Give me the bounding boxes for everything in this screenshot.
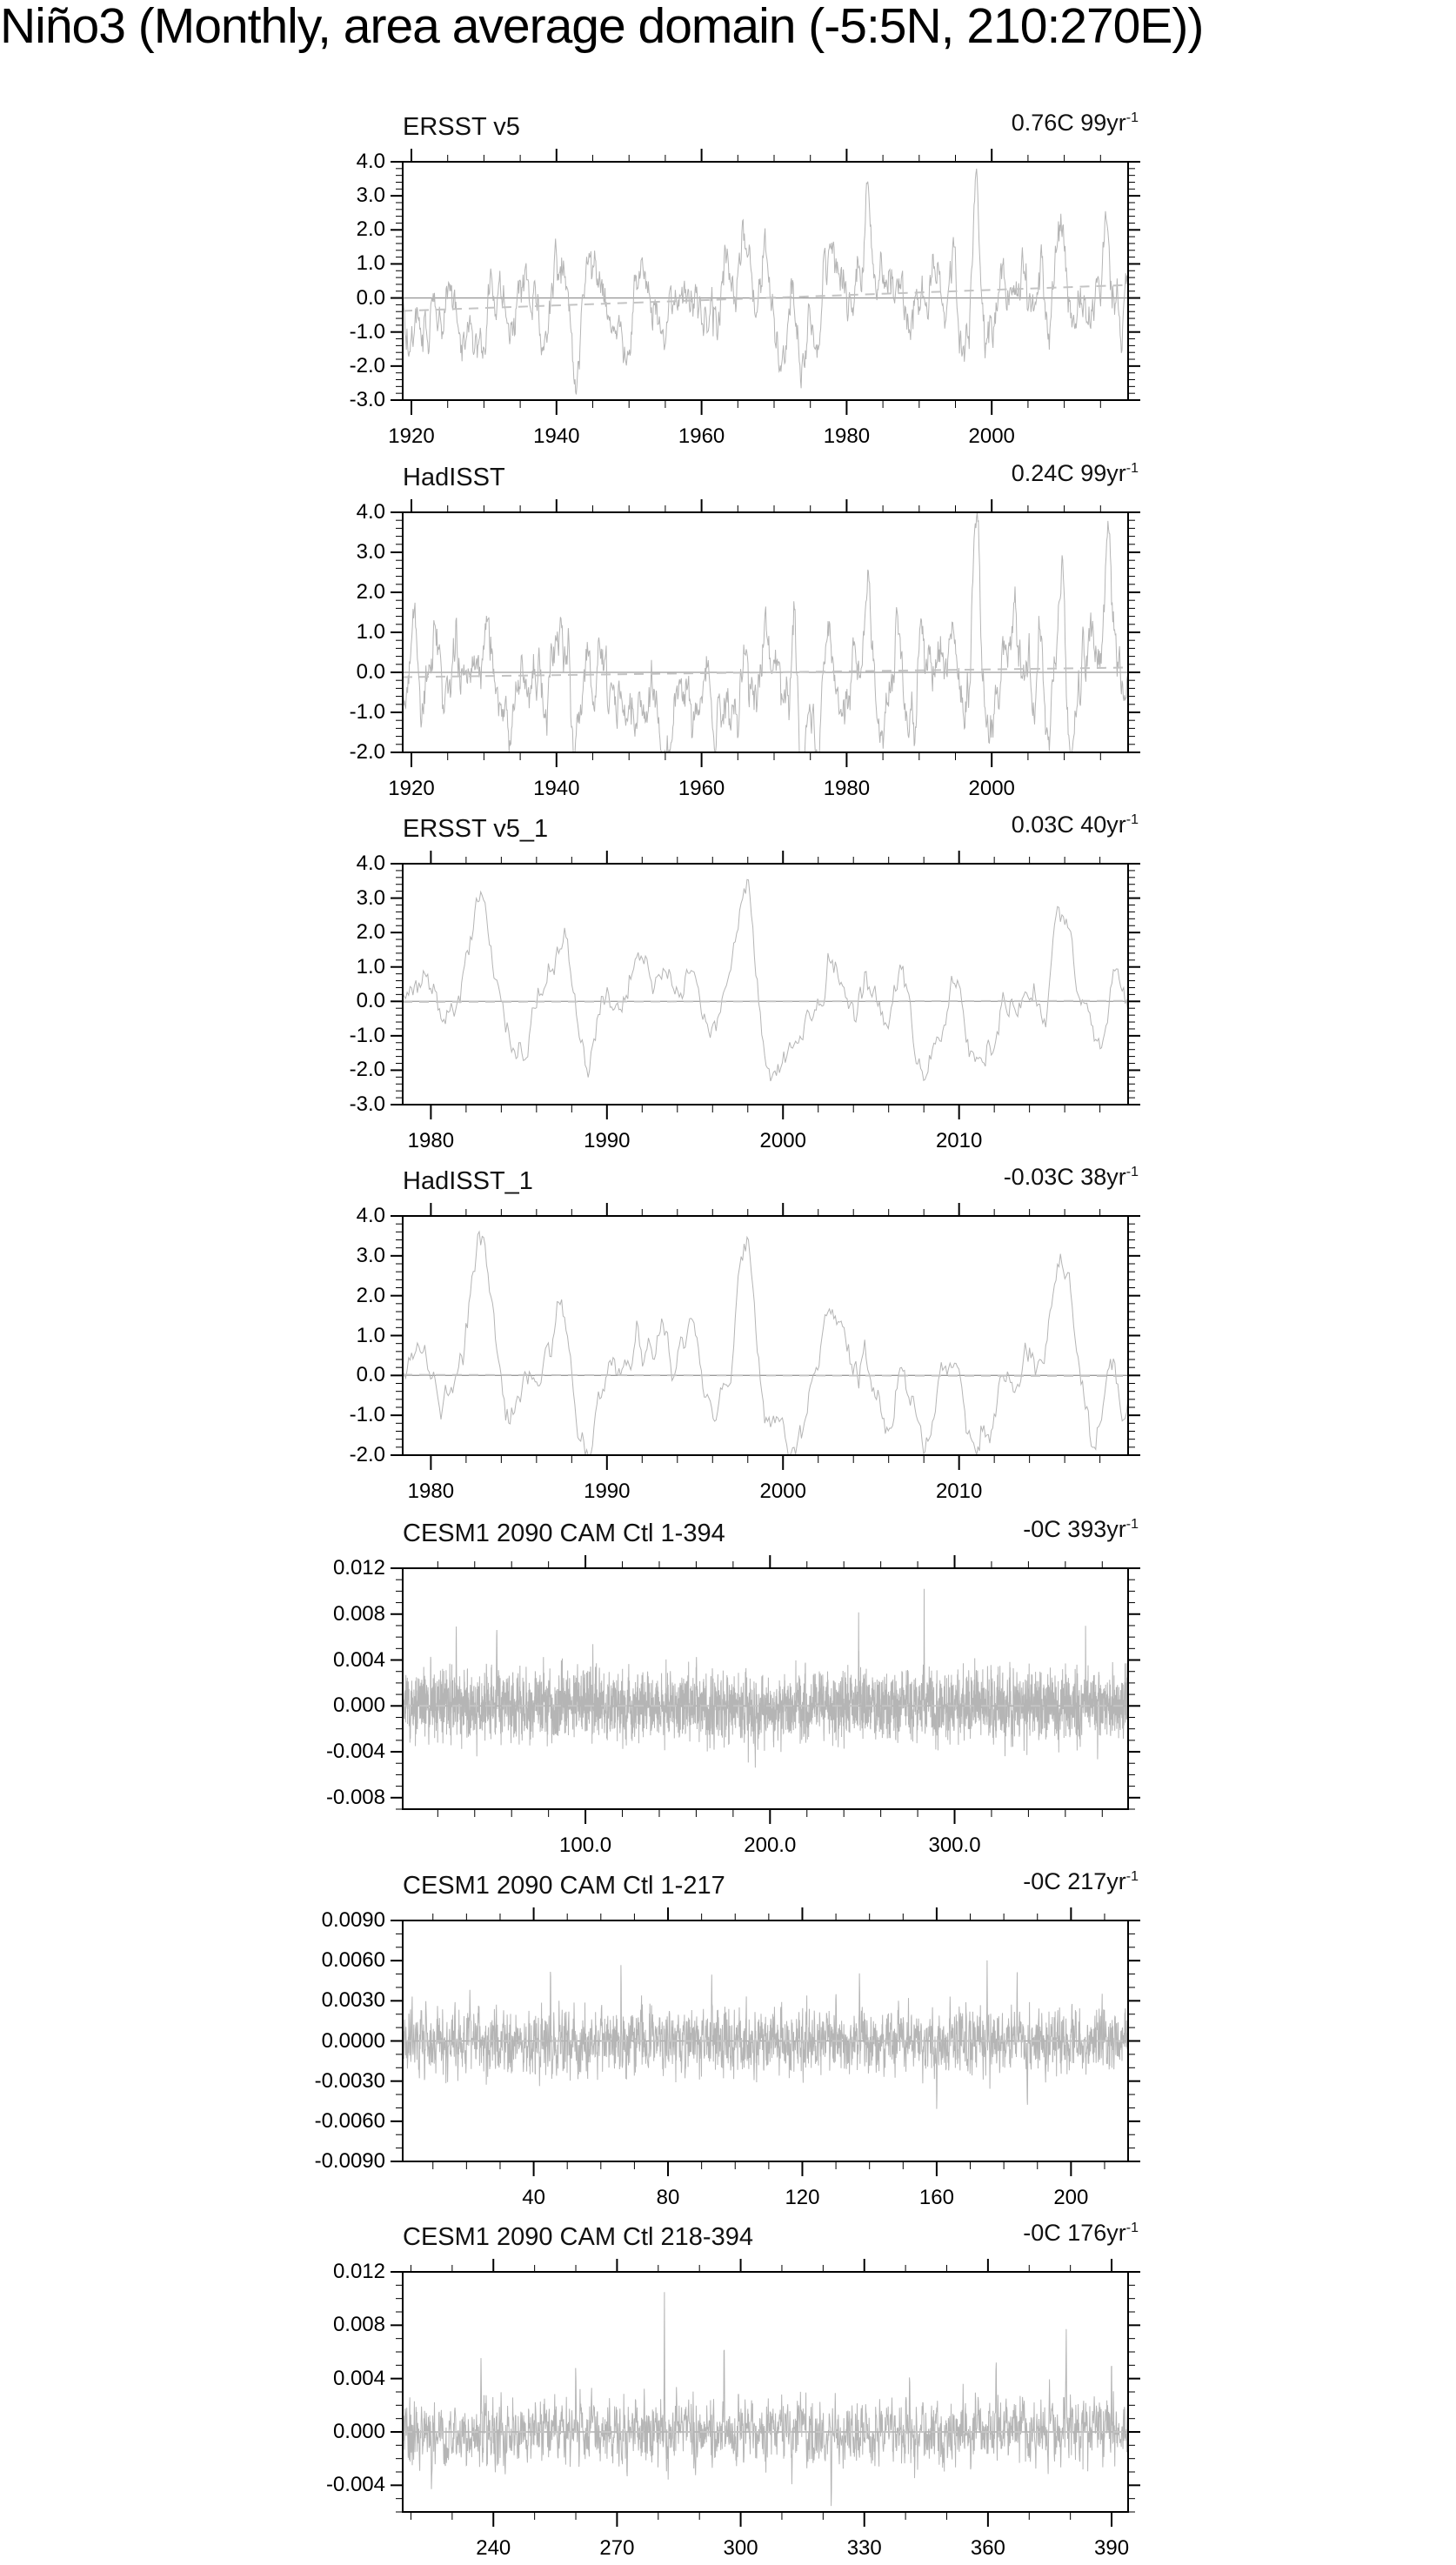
x-tick-label: 200: [1053, 2186, 1089, 2209]
y-tick-label: 0.008: [332, 2313, 385, 2337]
x-tick-label: 390: [1094, 2536, 1130, 2560]
x-tick-label: 80: [656, 2186, 680, 2209]
y-tick-label: 4.0: [356, 852, 385, 875]
y-tick-label: 1.0: [356, 620, 385, 644]
series-line: [403, 2292, 1128, 2506]
trend-rate-exponent: -1: [1125, 1517, 1139, 1532]
y-tick-label: 3.0: [356, 540, 385, 564]
panel-title-cesm1-2090-cam-ctl-1-394: CESM1 2090 CAM Ctl 1-394: [403, 1520, 725, 1547]
x-tick-label: 40: [522, 2186, 545, 2209]
panel-title-cesm1-2090-cam-ctl-218-394: CESM1 2090 CAM Ctl 218-394: [403, 2223, 753, 2251]
y-tick-label: -0.0090: [314, 2149, 385, 2173]
trend-rate-text: -0.03C 38yr: [1003, 1164, 1126, 1190]
y-tick-label: 0.000: [332, 2420, 385, 2443]
y-tick-label: -0.008: [325, 1785, 385, 1809]
y-tick-label: -1.0: [349, 700, 385, 724]
plot-svg-cesm1-2090-cam-ctl-1-394: [368, 1546, 1163, 1835]
y-tick-label: 1.0: [356, 251, 385, 276]
trend-rate-exponent: -1: [1125, 461, 1139, 476]
trend-rate-exponent: -1: [1125, 1165, 1139, 1179]
panel-title-ersst-v5-1: ERSST v5_1: [403, 815, 549, 843]
y-tick-label: -1.0: [349, 319, 385, 344]
panel-title-cesm1-2090-cam-ctl-1-217: CESM1 2090 CAM Ctl 1-217: [403, 1872, 725, 1900]
x-tick-label: 240: [476, 2536, 511, 2560]
axis-ticks: [391, 499, 1140, 767]
trend-rate-label-hadisst: [403, 460, 1139, 486]
series-line: [403, 169, 1128, 395]
plot-svg-cesm1-2090-cam-ctl-1-217: [368, 1898, 1163, 2188]
y-tick-label: 0.004: [332, 1647, 385, 1672]
y-tick-label: 0.004: [332, 2366, 385, 2390]
trend-rate-text: 0.24C 99yr: [1011, 460, 1126, 486]
y-tick-label: 2.0: [356, 1283, 385, 1307]
x-tick-label: 100.0: [559, 1834, 612, 1857]
x-tick-label: 1960: [678, 777, 725, 800]
x-tick-label: 1980: [823, 777, 871, 800]
y-tick-label: 0.0: [356, 1363, 385, 1387]
x-tick-label: 2010: [935, 1480, 983, 1503]
y-tick-label: -1.0: [349, 1023, 385, 1047]
y-tick-label: 2.0: [356, 580, 385, 604]
x-tick-label: 270: [599, 2536, 635, 2560]
y-tick-label: 0.0: [356, 285, 385, 310]
trend-rate-exponent: -1: [1125, 2221, 1139, 2235]
y-tick-label: 3.0: [356, 184, 385, 208]
axis-ticks: [391, 851, 1140, 1119]
y-tick-label: 0.000: [332, 1693, 385, 1718]
trend-rate-text: -0C 176yr: [1023, 2220, 1126, 2246]
axis-ticks: [391, 2259, 1140, 2527]
plot-svg-ersst-v5: [368, 139, 1163, 426]
x-tick-label: 1940: [533, 777, 580, 800]
x-tick-label: 1990: [584, 1129, 631, 1152]
series-line: [403, 879, 1128, 1081]
x-tick-label: 2000: [968, 777, 1015, 800]
x-tick-label: 1940: [533, 424, 580, 448]
y-tick-label: 0.0000: [321, 2028, 385, 2053]
x-tick-label: 300.0: [928, 1834, 981, 1857]
x-tick-label: 2000: [759, 1480, 806, 1503]
trend-rate-exponent: -1: [1125, 110, 1139, 125]
trend-rate-label-ersst-v5: [403, 110, 1139, 136]
y-tick-label: 1.0: [356, 1323, 385, 1347]
y-tick-label: -0.004: [325, 2473, 385, 2497]
trend-rate-text: -0C 393yr: [1023, 1516, 1126, 1542]
x-tick-label: 1990: [584, 1480, 631, 1503]
y-tick-label: -2.0: [349, 1443, 385, 1466]
x-tick-label: 200.0: [744, 1834, 797, 1857]
x-tick-label: 1980: [407, 1129, 455, 1152]
x-tick-label: 360: [970, 2536, 1005, 2560]
series-line: [403, 1232, 1128, 1455]
y-tick-label: -3.0: [349, 388, 385, 411]
trend-rate-label-cesm1-2090-cam-ctl-1-394: [403, 1516, 1139, 1542]
y-tick-label: 1.0: [356, 954, 385, 979]
y-tick-label: -1.0: [349, 1403, 385, 1427]
x-tick-label: 300: [723, 2536, 758, 2560]
y-tick-label: 0.008: [332, 1601, 385, 1626]
x-tick-label: 2000: [759, 1129, 806, 1152]
y-tick-label: 0.012: [332, 2260, 385, 2283]
plot-svg-ersst-v5-1: [368, 841, 1163, 1131]
y-tick-label: 4.0: [356, 150, 385, 173]
panel-title-hadisst: HadISST: [403, 464, 505, 491]
panel-title-hadisst-1: HadISST_1: [403, 1167, 533, 1195]
x-tick-label: 1920: [388, 777, 435, 800]
plot-svg-hadisst: [368, 490, 1163, 778]
y-tick-label: -0.004: [325, 1740, 385, 1764]
y-tick-label: 3.0: [356, 885, 385, 910]
y-tick-label: 0.012: [332, 1556, 385, 1580]
trend-rate-text: -0C 217yr: [1023, 1868, 1126, 1894]
series-line: [403, 1589, 1128, 1768]
trend-rate-label-cesm1-2090-cam-ctl-218-394: [403, 2220, 1139, 2246]
trend-rate-label-cesm1-2090-cam-ctl-1-217: [403, 1868, 1139, 1894]
axis-ticks: [391, 149, 1140, 415]
x-tick-label: 1960: [678, 424, 725, 448]
axis-frame: [403, 162, 1128, 400]
y-tick-label: 0.0: [356, 660, 385, 684]
trend-rate-exponent: -1: [1125, 812, 1139, 827]
trend-rate-exponent: -1: [1125, 1869, 1139, 1884]
x-tick-label: 160: [918, 2186, 954, 2209]
y-tick-label: 4.0: [356, 1204, 385, 1227]
y-tick-label: -0.0060: [314, 2108, 385, 2133]
trend-rate-label-hadisst-1: [403, 1164, 1139, 1190]
y-tick-label: 0.0030: [321, 1988, 385, 2013]
y-tick-label: 3.0: [356, 1243, 385, 1267]
series-line: [403, 1960, 1128, 2109]
plot-svg-cesm1-2090-cam-ctl-218-394: [368, 2249, 1163, 2538]
y-tick-label: 0.0060: [321, 1948, 385, 1973]
x-tick-label: 330: [846, 2536, 882, 2560]
y-tick-label: -3.0: [349, 1092, 385, 1116]
y-tick-label: 2.0: [356, 217, 385, 242]
panel-title-ersst-v5: ERSST v5: [403, 113, 520, 141]
y-tick-label: 4.0: [356, 500, 385, 524]
trend-rate-text: 0.03C 40yr: [1011, 812, 1126, 838]
y-tick-label: 2.0: [356, 920, 385, 945]
y-tick-label: 0.0090: [321, 1908, 385, 1932]
trend-rate-text: 0.76C 99yr: [1011, 110, 1126, 136]
x-tick-label: 120: [785, 2186, 820, 2209]
axis-frame: [403, 864, 1128, 1105]
x-tick-label: 2010: [935, 1129, 983, 1152]
y-tick-label: -0.0030: [314, 2068, 385, 2093]
y-tick-label: 0.0: [356, 989, 385, 1013]
x-tick-label: 2000: [968, 424, 1015, 448]
x-tick-label: 1980: [407, 1480, 455, 1503]
axis-frame: [403, 2272, 1128, 2512]
y-tick-label: -2.0: [349, 353, 385, 377]
x-tick-label: 1920: [388, 424, 435, 448]
figure-title: Niño3 (Monthly, area average domain (-5:5N, 210:270E)): [0, 0, 1204, 54]
y-tick-label: -2.0: [349, 1058, 385, 1082]
y-tick-label: -2.0: [349, 740, 385, 764]
trend-rate-label-ersst-v5-1: [403, 812, 1139, 838]
plot-svg-hadisst-1: [368, 1193, 1163, 1481]
x-tick-label: 1980: [823, 424, 871, 448]
series-line: [403, 512, 1128, 752]
axis-ticks: [391, 1203, 1140, 1470]
axis-frame: [403, 512, 1128, 752]
